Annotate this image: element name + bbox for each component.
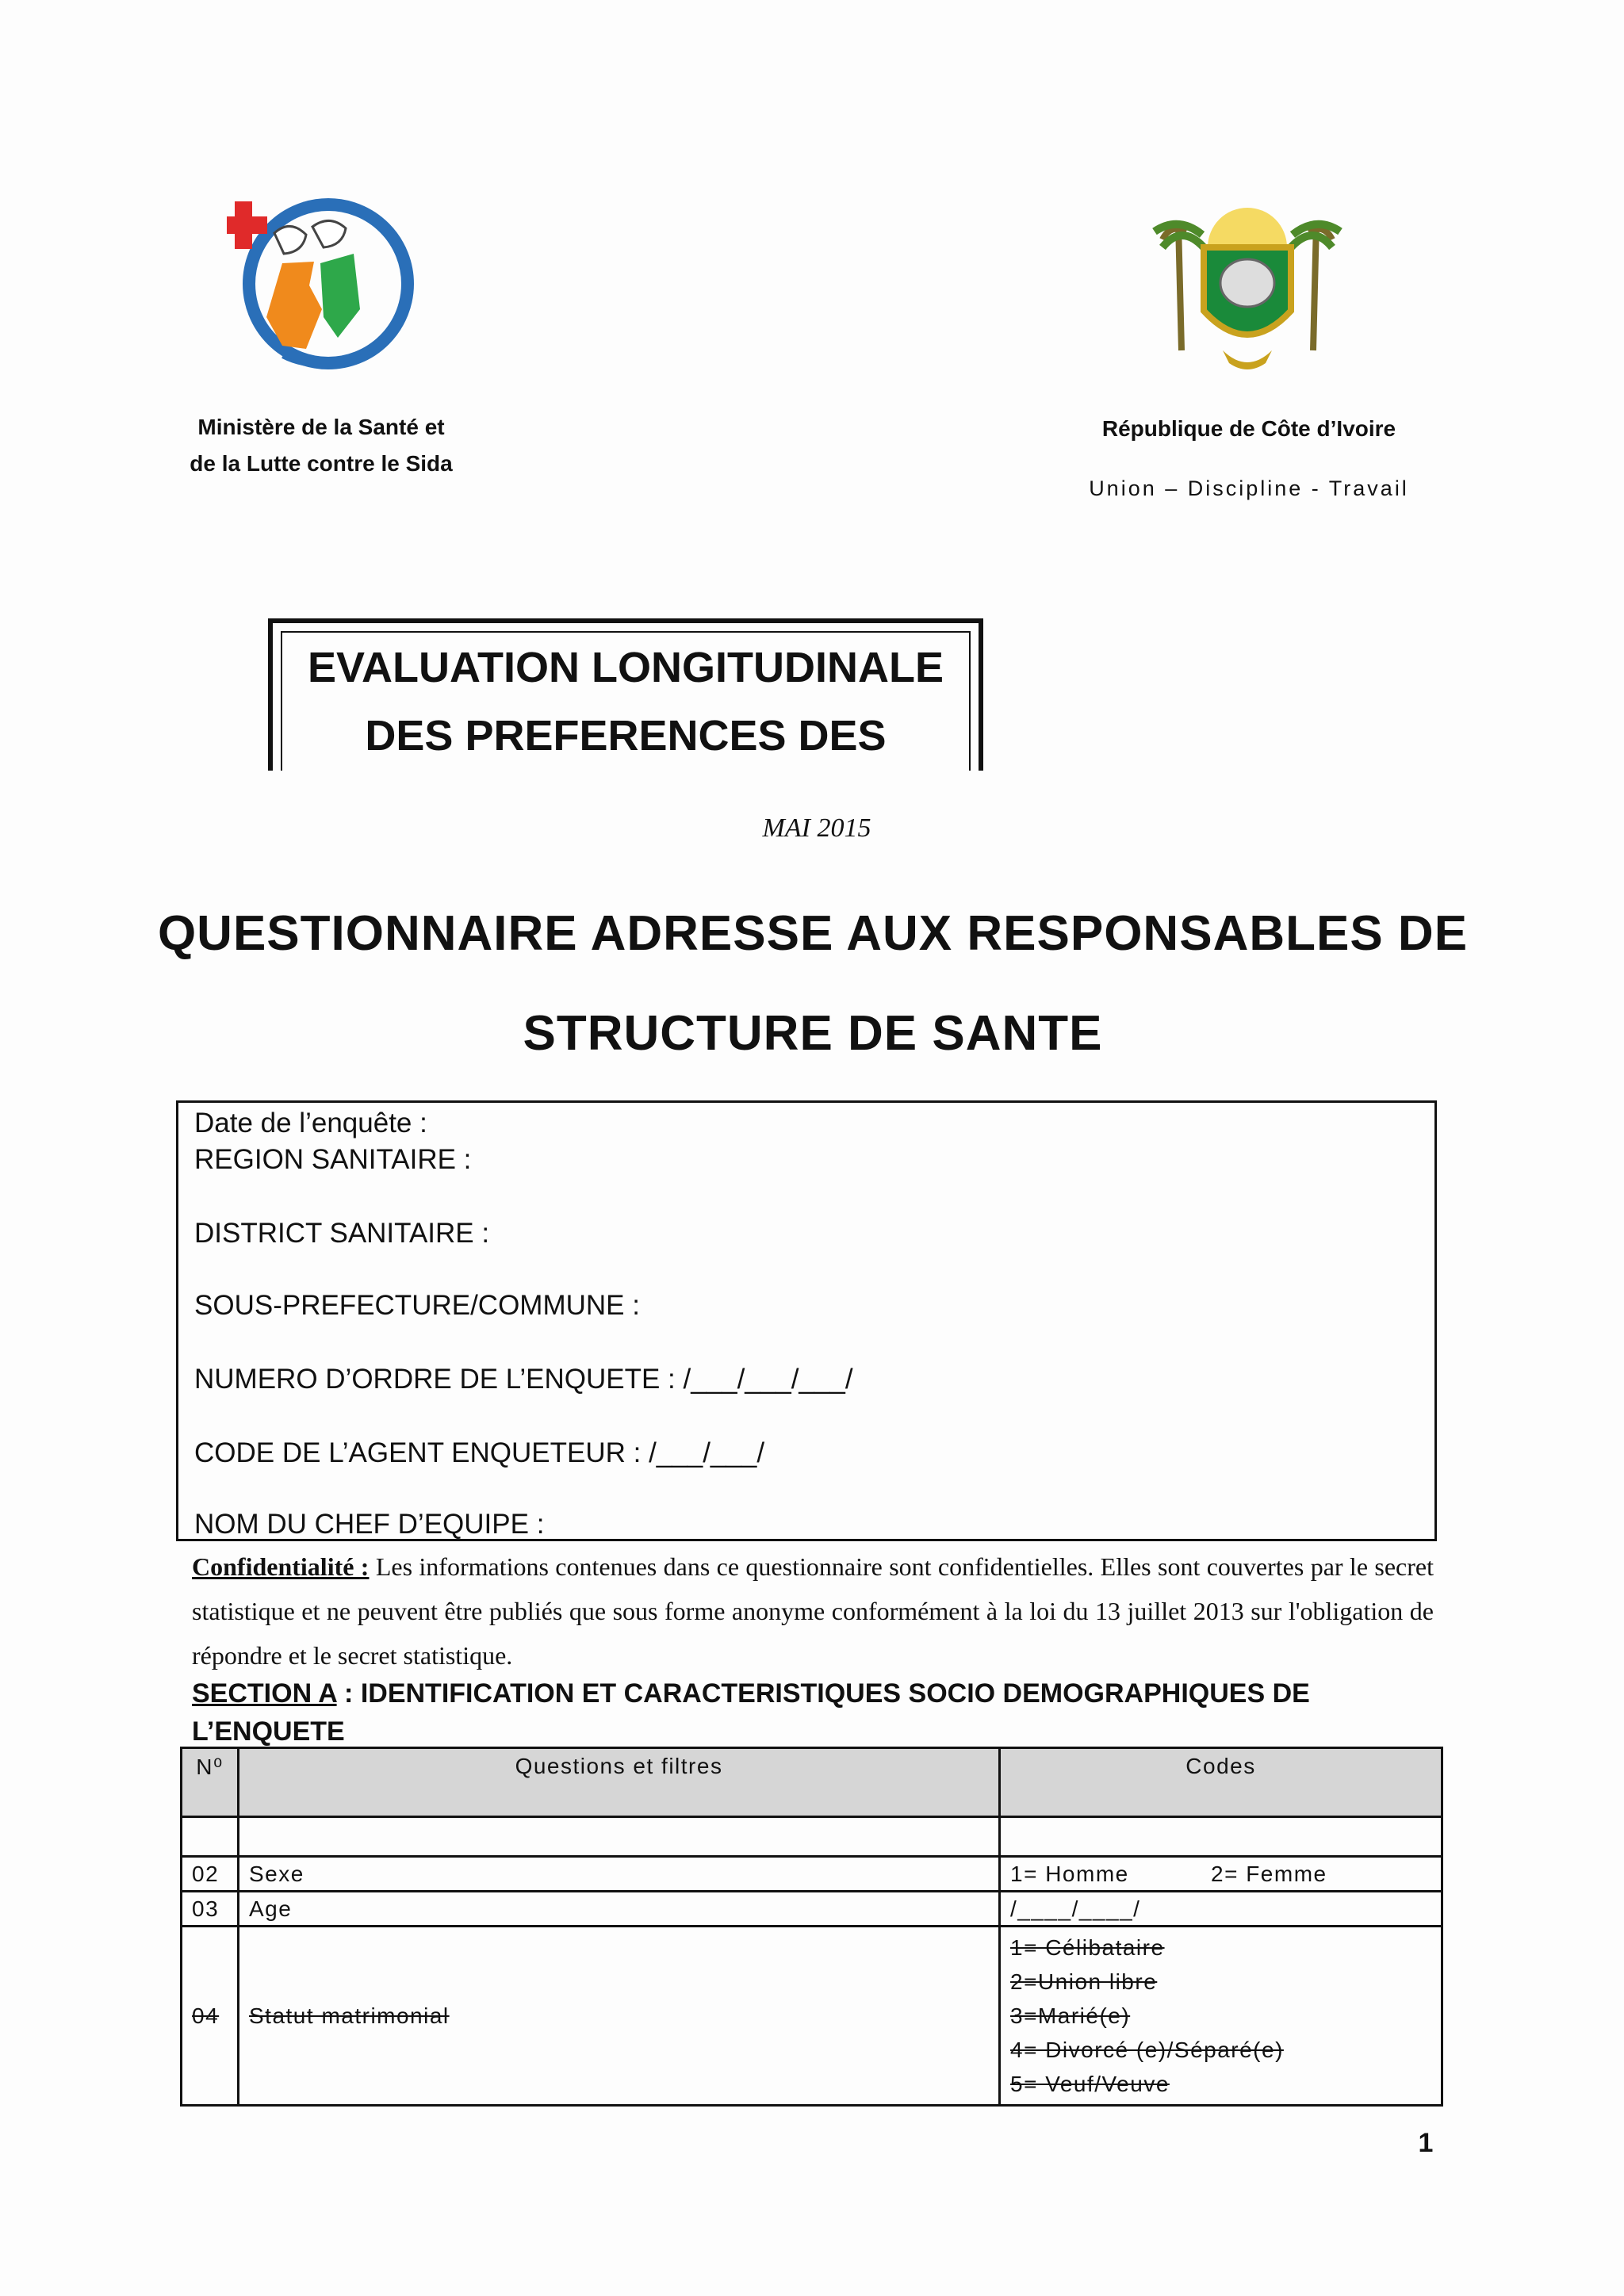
survey-date: MAI 2015 (762, 813, 871, 843)
page-number: 1 (1418, 2128, 1434, 2158)
code-option: 3=Marié(e) (1010, 2003, 1131, 2028)
field-agent-code: CODE DE L’AGENT ENQUETEUR : /___/___/ (194, 1437, 765, 1468)
row-question: Statut matrimonial (239, 1927, 1000, 2106)
ministry-name (167, 409, 476, 482)
table-row-empty (182, 1817, 1442, 1857)
main-title-line-2: STRUCTURE DE SANTE (523, 1006, 1103, 1061)
code-option: 2=Union libre (1010, 1969, 1158, 1994)
ministry-line-1: Ministère de la Santé et (197, 415, 445, 439)
table-header-row (182, 1748, 1442, 1817)
field-survey-date: Date de l’enquête : (194, 1108, 427, 1138)
field-team-leader: NOM DU CHEF D’EQUIPE : (194, 1509, 545, 1540)
ministry-health-logo (227, 190, 422, 381)
field-health-region: REGION SANITAIRE : (194, 1144, 472, 1175)
code-option: 1= Célibataire (1010, 1935, 1165, 1960)
row-codes (1000, 1927, 1442, 2106)
section-a-label: SECTION A (192, 1678, 337, 1709)
title-line-2: DES PREFERENCES DES (365, 712, 887, 760)
table-row-marital (182, 1927, 1442, 2106)
header-questions: Questions et filtres (239, 1748, 1000, 1817)
code-option: 5= Veuf/Veuve (1010, 2072, 1170, 2096)
confidentiality-text: Les informations contenues dans ce questionnaire sont confidentielles. Elles sont couvertes par le secret statistique et ne peuvent être publiés que sous forme anonyme conformément à la loi du 13 juillet 2013 sur l'obligation de répondre et le secret statistique. (192, 1552, 1434, 1670)
survey-info-box (176, 1100, 1437, 1541)
confidentiality-notice (192, 1544, 1434, 1678)
coat-of-arms-logo (1147, 192, 1348, 381)
field-health-district: DISTRICT SANITAIRE : (194, 1218, 490, 1249)
row-question: Age (239, 1892, 1000, 1927)
header-number: N⁰ (182, 1748, 239, 1817)
code-male: 1= Homme (1010, 1861, 1129, 1886)
title-box-inner (281, 631, 971, 771)
row-codes: /____/____/ (1000, 1892, 1442, 1927)
row-number: 04 (182, 1927, 239, 2106)
code-option: 4= Divorcé (e)/Séparé(e) (1010, 2038, 1284, 2062)
title-box (268, 618, 983, 771)
row-number: 03 (182, 1892, 239, 1927)
empty-cell (182, 1817, 239, 1857)
title-line-1: EVALUATION LONGITUDINALE (308, 644, 944, 691)
republic-name: République de Côte d’Ivoire (1101, 416, 1396, 441)
table-row-age (182, 1892, 1442, 1927)
field-survey-number: NUMERO D’ORDRE DE L’ENQUETE : /___/___/___/ (194, 1364, 853, 1395)
main-title-line-1: QUESTIONNAIRE ADRESSE AUX RESPONSABLES DE (157, 906, 1469, 961)
empty-cell (1000, 1817, 1442, 1857)
row-question: Sexe (239, 1857, 1000, 1892)
header-codes: Codes (1000, 1748, 1442, 1817)
section-a-title: : IDENTIFICATION ET CARACTERISTIQUES SOCIO DEMOGRAPHIQUES DE L’ENQUETE (192, 1678, 1310, 1747)
national-motto: Union – Discipline - Travail (1089, 476, 1409, 500)
row-number: 02 (182, 1857, 239, 1892)
questions-table (180, 1747, 1443, 2107)
section-a-heading (192, 1674, 1461, 1751)
table-row-sex (182, 1857, 1442, 1892)
row-codes (1000, 1857, 1442, 1892)
field-subprefecture: SOUS-PREFECTURE/COMMUNE : (194, 1290, 640, 1321)
confidentiality-label: Confidentialité : (192, 1552, 370, 1581)
ministry-line-2: de la Lutte contre le Sida (190, 451, 453, 476)
empty-cell (239, 1817, 1000, 1857)
main-title (127, 884, 1499, 1084)
code-female: 2= Femme (1211, 1861, 1327, 1886)
